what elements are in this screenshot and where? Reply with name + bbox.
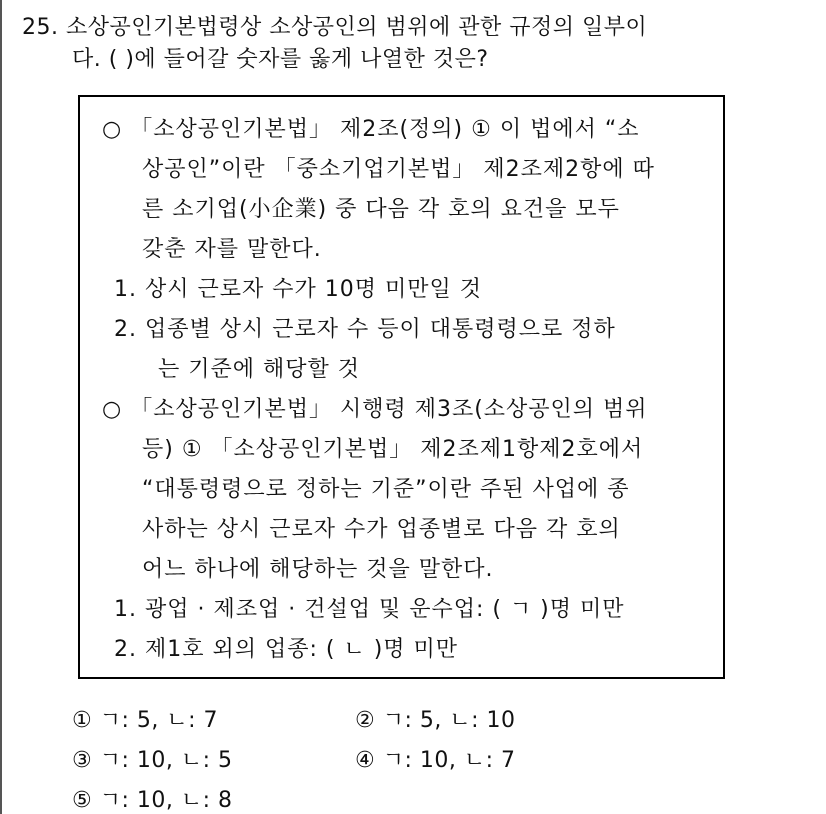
option-4[interactable]: ④ ㄱ: 10, ㄴ: 7 [355, 748, 516, 773]
page-left-border [0, 0, 2, 814]
box-line: 1. 상시 근로자 수가 10명 미만일 것 [114, 277, 482, 302]
box-line: 상공인”이란 「중소기업기본법」 제2조제2항에 따 [142, 157, 655, 182]
box-line: 2. 제1호 외의 업종: ( ㄴ )명 미만 [114, 637, 459, 662]
option-3[interactable]: ③ ㄱ: 10, ㄴ: 5 [72, 748, 233, 773]
box-line: 1. 광업 · 제조업 · 건설업 및 운수업: ( ㄱ )명 미만 [114, 597, 625, 622]
question-text-line-1: 소상공인기본법령상 소상공인의 범위에 관한 규정의 일부이 [66, 15, 648, 40]
box-line: ○ 「소상공인기본법」 시행령 제3조(소상공인의 범위 [102, 397, 648, 422]
option-5[interactable]: ⑤ ㄱ: 10, ㄴ: 8 [72, 788, 233, 813]
box-line: 사하는 상시 근로자 수가 업종별로 다음 각 호의 [142, 517, 621, 542]
box-line: 등) ① 「소상공인기본법」 제2조제1항제2호에서 [142, 437, 644, 462]
box-line: 어느 하나에 해당하는 것을 말한다. [142, 557, 494, 582]
question-text-line-2: 다. ( )에 들어갈 숫자를 옳게 나열한 것은? [72, 47, 489, 72]
question-number: 25. [22, 15, 59, 40]
box-line: 2. 업종별 상시 근로자 수 등이 대통령령으로 정하 [114, 317, 616, 342]
box-line: 갖춘 자를 말한다. [142, 237, 322, 262]
box-line: 른 소기업(小企業) 중 다음 각 호의 요건을 모두 [142, 197, 620, 222]
option-2[interactable]: ② ㄱ: 5, ㄴ: 10 [355, 708, 516, 733]
question-stem [22, 12, 647, 76]
box-line: ○ 「소상공인기본법」 제2조(정의) ① 이 법에서 “소 [102, 117, 640, 142]
option-1[interactable]: ① ㄱ: 5, ㄴ: 7 [72, 708, 219, 733]
box-line: 는 기준에 해당할 것 [158, 357, 360, 382]
box-line: “대통령령으로 정하는 기준”이란 주된 사업에 종 [142, 477, 630, 502]
